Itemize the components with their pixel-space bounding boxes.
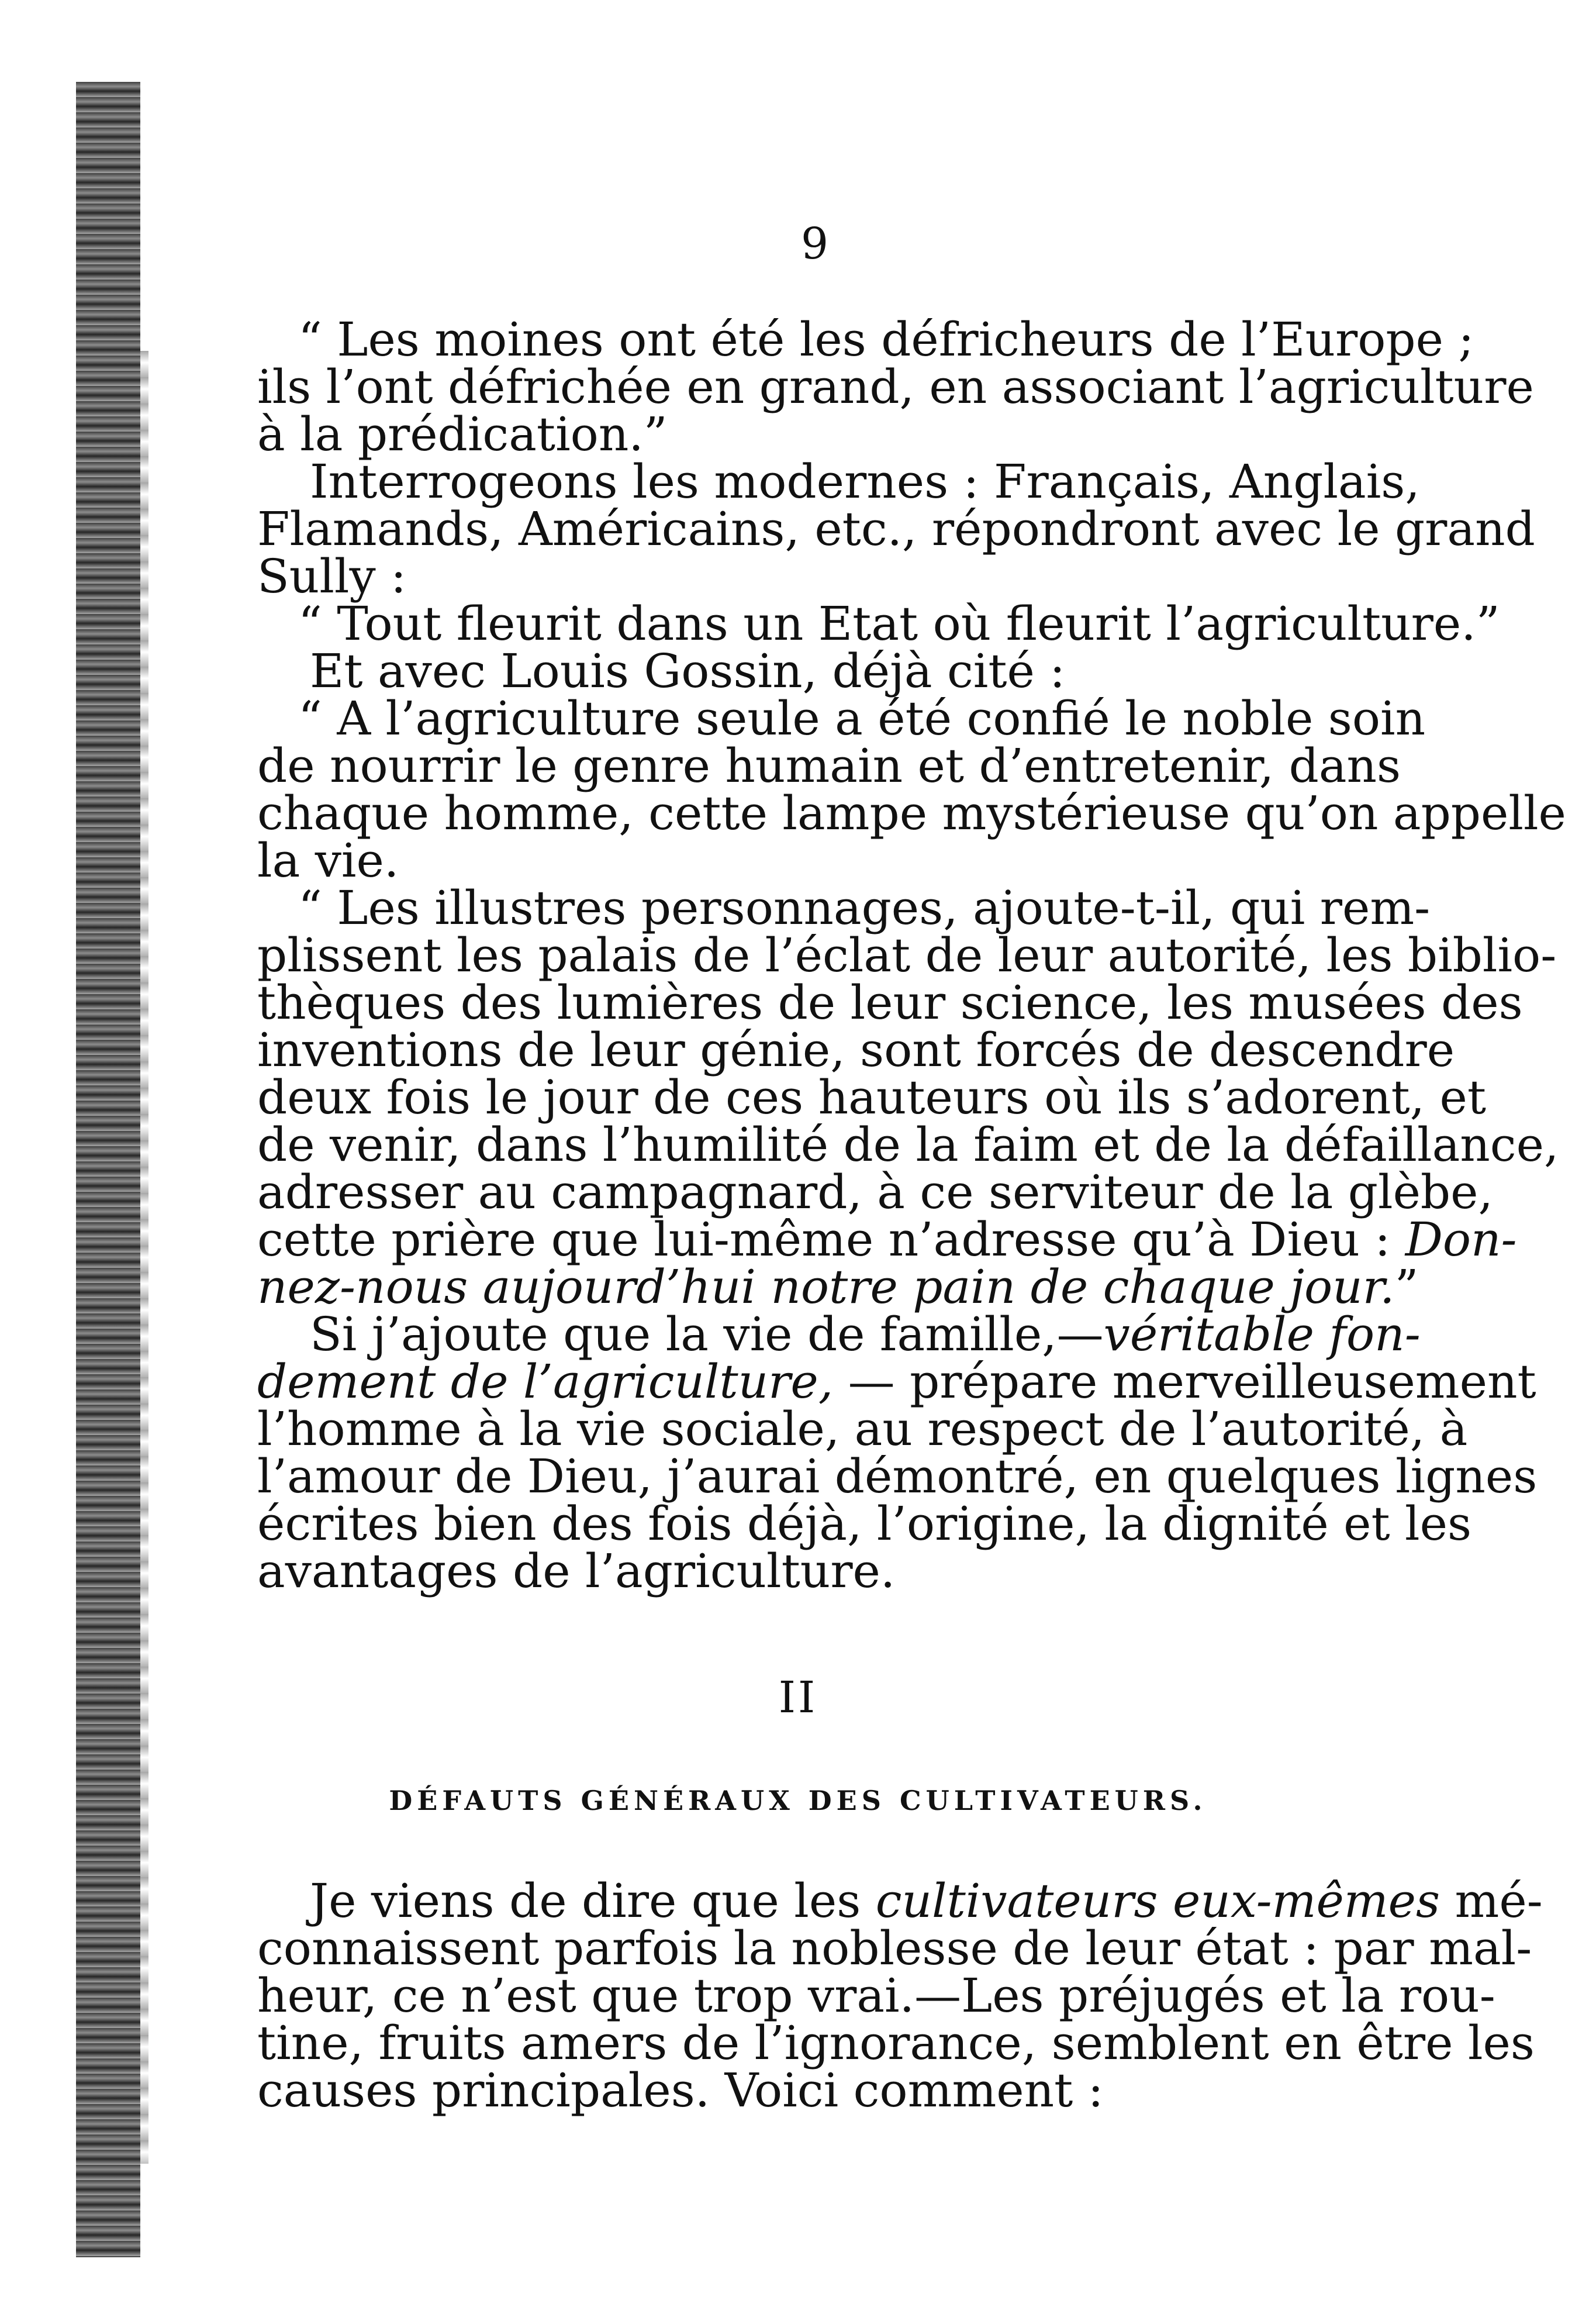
text-line: l’amour de Dieu, j’aurai démontré, en quelques lignes — [257, 1449, 1538, 1503]
body-text-part1 — [257, 312, 1566, 1598]
closing-quote: ” — [1394, 1260, 1419, 1314]
text-segment: — prépare merveilleusement — [833, 1354, 1536, 1409]
text-line: avantages de l’agriculture. — [257, 1544, 896, 1598]
italic-segment: dement de l’agriculture, — [257, 1354, 834, 1409]
text-segment: mé- — [1440, 1874, 1543, 1928]
text-line — [257, 1260, 1419, 1314]
text-line: de venir, dans l’humilité de la faim et de la défaillance, — [257, 1118, 1559, 1172]
text-segment: Je viens de dire que les — [310, 1874, 876, 1928]
text-line: inventions de leur génie, sont forcés de descendre — [257, 1023, 1455, 1077]
text-line: chaque homme, cette lampe mystérieuse qu’on appelle — [257, 786, 1566, 840]
text-line: la vie. — [257, 833, 399, 888]
text-line — [257, 1874, 1543, 1928]
page-number: 9 — [801, 219, 829, 269]
text-line: heur, ce n’est que trop vrai.—Les préjugés et la rou- — [257, 1968, 1495, 2023]
text-line: tine, fruits amers de l’ignorance, semblent en être les — [257, 2016, 1535, 2070]
text-line: “ Les illustres personnages, ajoute-t-il, qui rem- — [298, 881, 1431, 935]
section-title: DÉFAUTS GÉNÉRAUX DES CULTIVATEURS. — [389, 1785, 1207, 1816]
text-line: deux fois le jour de ces hauteurs où ils s’adorent, et — [257, 1070, 1487, 1125]
scanned-binding-edge — [76, 82, 140, 2257]
italic-segment: véritable fon- — [1103, 1307, 1421, 1361]
text-line — [257, 1354, 1536, 1409]
body-text-part2 — [257, 1874, 1543, 2118]
scanned-shadow — [140, 351, 148, 2164]
text-line: à la prédication.” — [257, 407, 668, 461]
italic-segment: nez-nous aujourd’hui notre pain de chaque jour. — [257, 1260, 1395, 1314]
text-segment: cette prière que lui-même n’adresse qu’à Dieu : — [257, 1212, 1391, 1267]
text-line: “ Tout fleurit dans un Etat où fleurit l’agriculture.” — [298, 596, 1500, 651]
text-line: ils l’ont défrichée en grand, en associant l’agriculture — [257, 360, 1534, 414]
text-line: l’homme à la vie sociale, au respect de l’autorité, à — [257, 1402, 1468, 1456]
text-line — [257, 1307, 1421, 1361]
italic-segment: Don- — [1405, 1212, 1517, 1267]
text-line: causes principales. Voici comment : — [257, 2063, 1104, 2118]
text-segment: Si j’ajoute que la vie de famille,— — [310, 1307, 1104, 1361]
text-line: Et avec Louis Gossin, déjà cité : — [310, 644, 1066, 698]
text-line: Sully : — [257, 549, 407, 603]
text-line: Interrogeons les modernes : Français, Anglais, — [310, 454, 1420, 509]
text-line: plissent les palais de l’éclat de leur autorité, les biblio- — [257, 928, 1557, 982]
text-line: “ Les moines ont été les défricheurs de l’Europe ; — [298, 312, 1474, 367]
text-line: Flamands, Américains, etc., répondront avec le grand — [257, 502, 1535, 556]
italic-segment: cultivateurs eux-mêmes — [875, 1874, 1440, 1928]
text-line: thèques des lumières de leur science, les musées des — [257, 975, 1523, 1030]
text-line: “ A l’agriculture seule a été confié le noble soin — [298, 691, 1426, 746]
text-line: écrites bien des fois déjà, l’origine, la dignité et les — [257, 1496, 1472, 1551]
section-number: II — [778, 1672, 818, 1723]
text-line: connaissent parfois la noblesse de leur état : par mal- — [257, 1921, 1532, 1975]
text-line: adresser au campagnard, à ce serviteur de la glèbe, — [257, 1165, 1493, 1219]
text-line: de nourrir le genre humain et d’entretenir, dans — [257, 739, 1401, 793]
text-line — [257, 1212, 1517, 1267]
